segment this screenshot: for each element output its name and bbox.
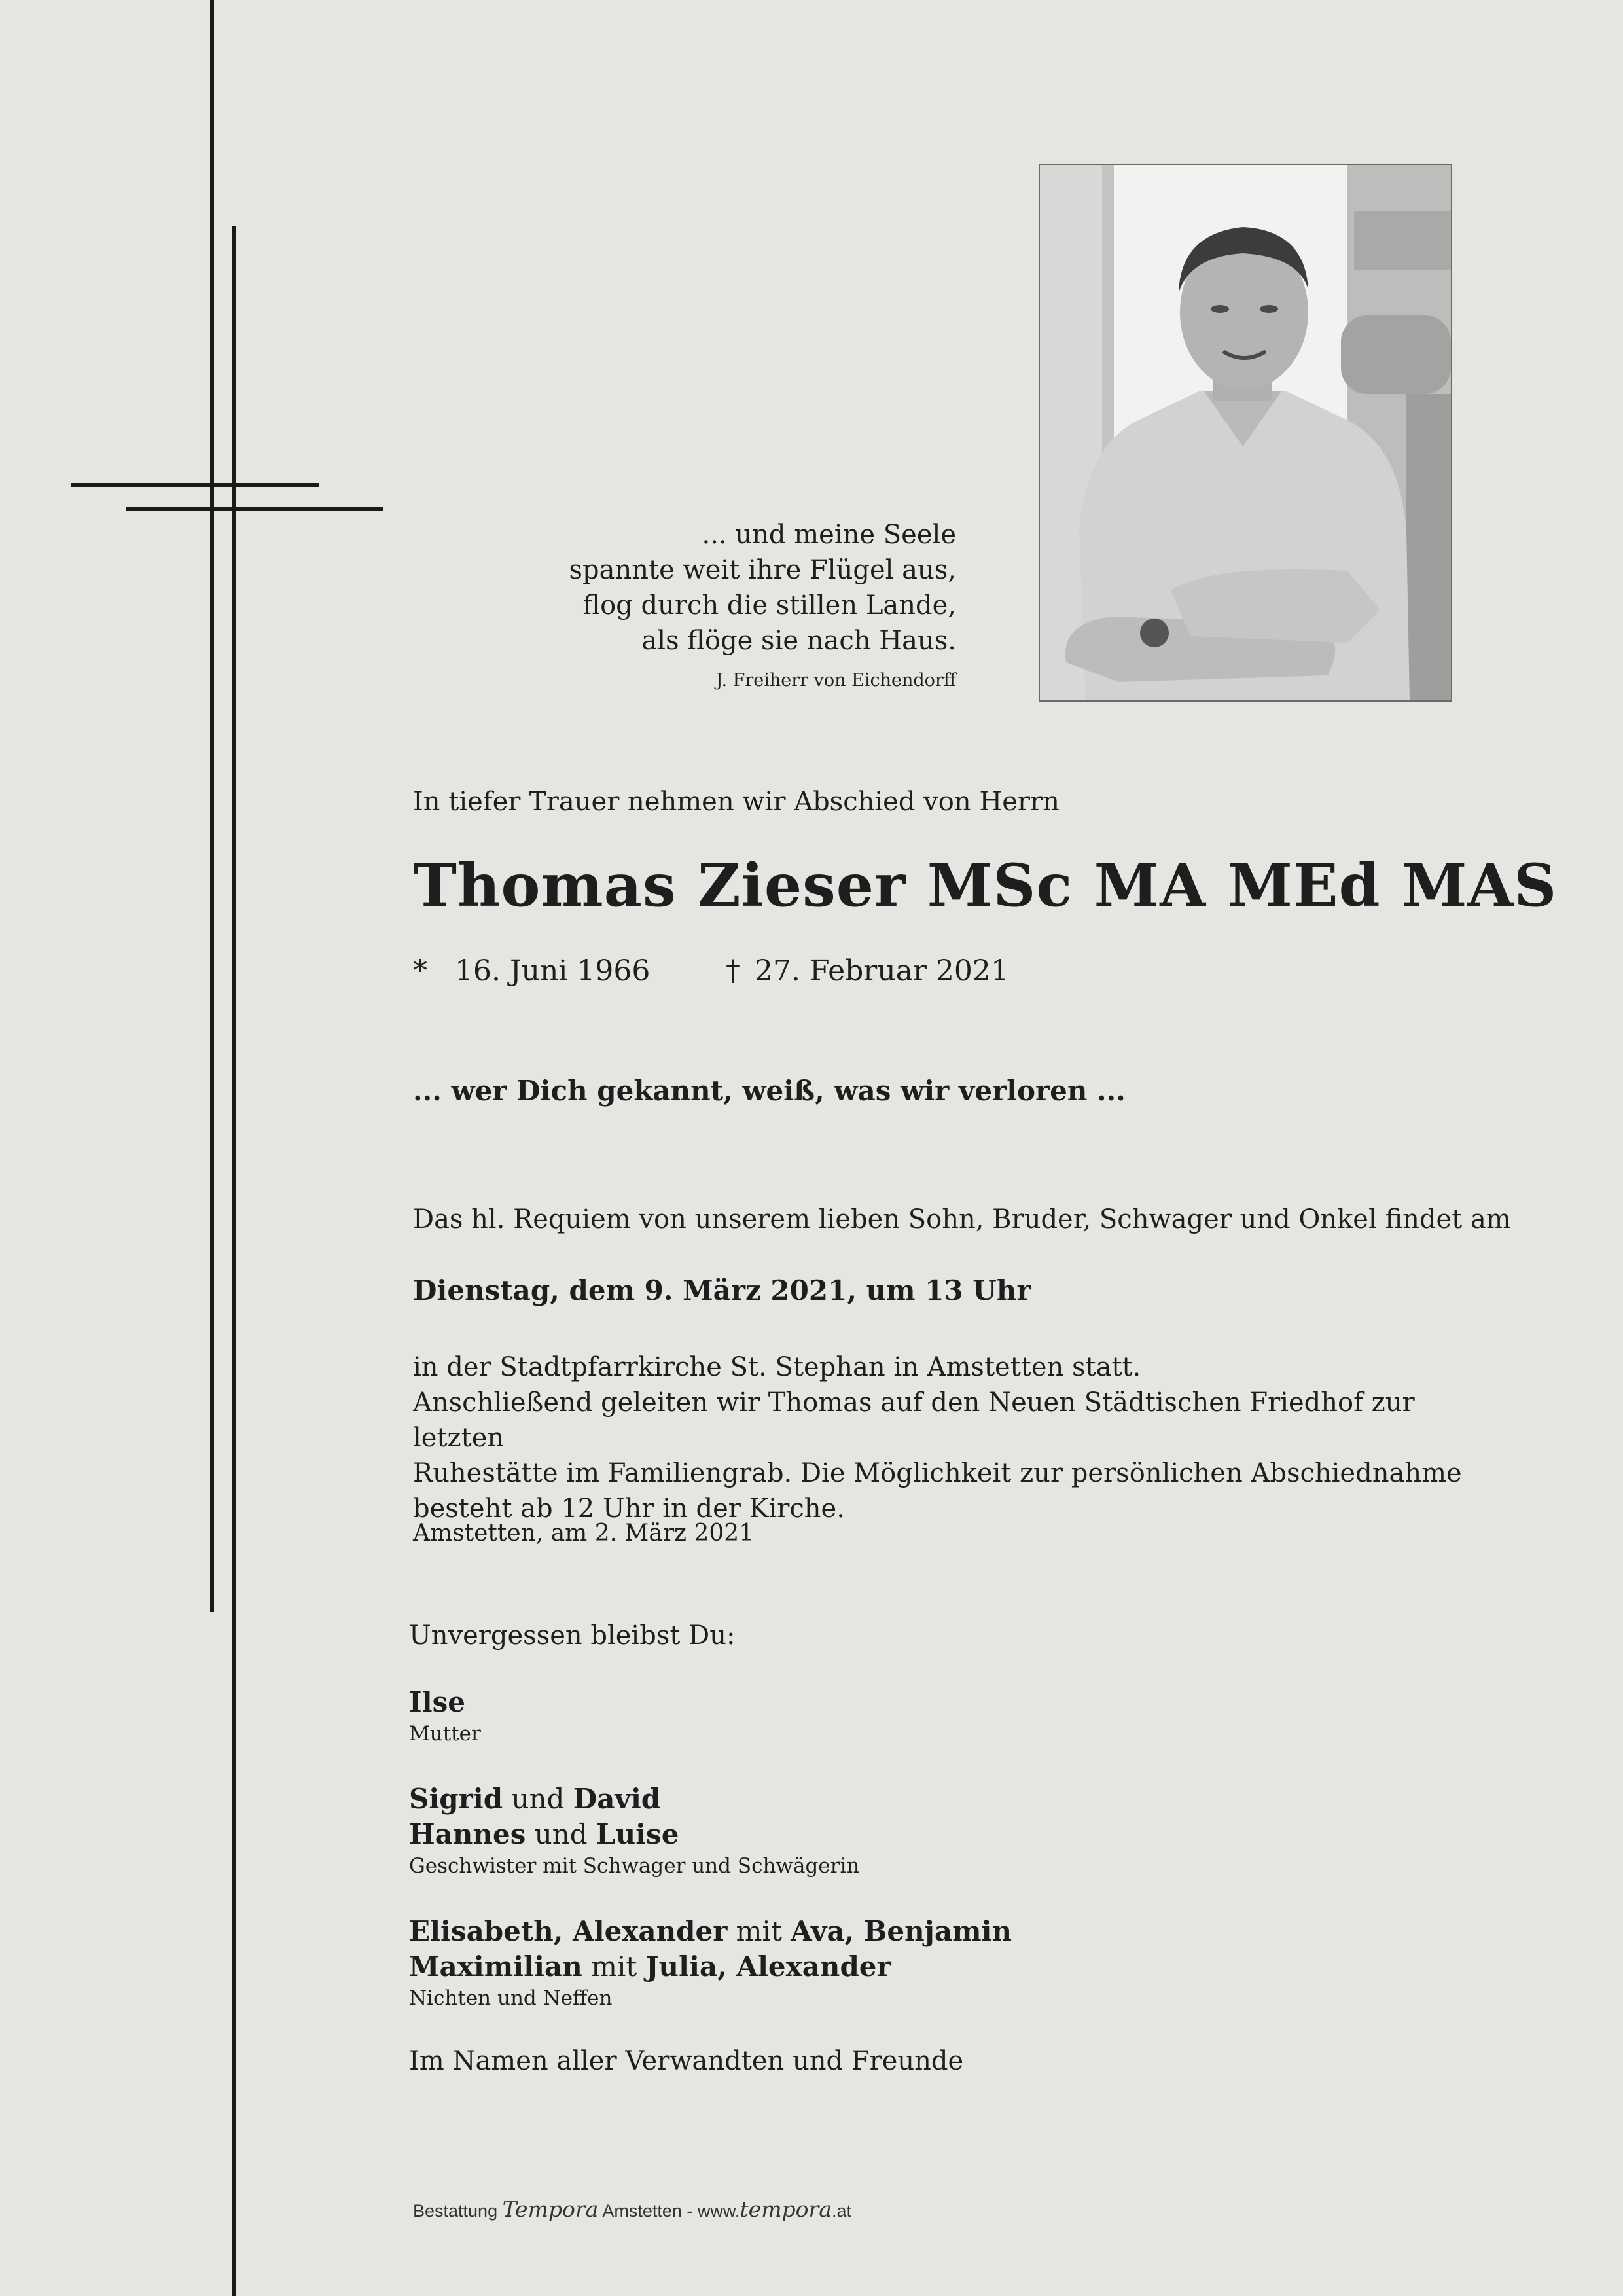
memorial-saying: ... wer Dich gekannt, weiß, was wir verloren ... xyxy=(413,1075,1126,1107)
mourner-name: Sigrid xyxy=(409,1783,503,1815)
mourner-line xyxy=(409,1685,1012,1720)
death-date: 27. Februar 2021 xyxy=(755,954,1009,988)
mourner-relation: Mutter xyxy=(409,1722,481,1746)
quote-line: flog durch die stillen Lande, xyxy=(582,590,956,620)
life-dates xyxy=(413,954,1009,988)
birth-date: 16. Juni 1966 xyxy=(455,954,651,988)
mourner-name: Luise xyxy=(596,1818,679,1850)
footer-suffix: Amstetten - www. xyxy=(602,2201,740,2221)
footer-domain: tempora xyxy=(740,2197,832,2222)
cross-horizontal-bottom xyxy=(126,507,383,511)
detail-line: besteht ab 12 Uhr in der Kirche. xyxy=(413,1494,845,1524)
mourner-name: David xyxy=(573,1783,661,1815)
quote-line: ... und meine Seele xyxy=(702,520,956,550)
mourner-name: Ava, Benjamin xyxy=(791,1915,1012,1947)
place-date: Amstetten, am 2. März 2021 xyxy=(413,1520,755,1547)
cross-symbol: † xyxy=(726,954,740,988)
detail-line: in der Stadtpfarrkirche St. Stephan in Amstetten statt. xyxy=(413,1352,1141,1382)
funeral-details xyxy=(413,1350,1512,1526)
footer-tld: .at xyxy=(831,2201,851,2221)
detail-line: Ruhestätte im Familiengrab. Die Möglichkeit zur persönlichen Abschiednahme xyxy=(413,1458,1462,1488)
mourner-relation: Nichten und Neffen xyxy=(409,1986,613,2010)
connector: mit xyxy=(582,1950,646,1982)
quote-line: als flöge sie nach Haus. xyxy=(641,626,956,656)
mourner-group xyxy=(409,1685,1012,1748)
mourner-line xyxy=(409,1782,1012,1817)
quote-line: spannte weit ihre Flügel aus, xyxy=(569,555,956,585)
cross-vertical-left xyxy=(210,0,214,1612)
mourners-title: Unvergessen bleibst Du: xyxy=(409,1621,736,1651)
intro-text: In tiefer Trauer nehmen wir Abschied von Herrn xyxy=(413,787,1060,817)
undertaker-footer xyxy=(413,2197,851,2222)
closing-line: Im Namen aller Verwandten und Freunde xyxy=(409,2046,964,2076)
mourner-name: Elisabeth, Alexander xyxy=(409,1915,728,1947)
mourners-list xyxy=(409,1621,1012,2076)
connector: und xyxy=(503,1783,573,1815)
mourner-line xyxy=(409,1914,1012,1949)
footer-prefix: Bestattung xyxy=(413,2201,498,2221)
mourner-name: Ilse xyxy=(409,1686,465,1718)
connector: und xyxy=(526,1818,597,1850)
quote-author: J. Freiherr von Eichendorff xyxy=(715,670,956,691)
detail-line: Anschließend geleiten wir Thomas auf den Neuen Städtischen Friedhof zur letzten xyxy=(413,1388,1415,1453)
connector: mit xyxy=(727,1915,791,1947)
cross-vertical-right xyxy=(232,226,236,2296)
funeral-datetime: Dienstag, dem 9. März 2021, um 13 Uhr xyxy=(413,1274,1031,1306)
mourner-group xyxy=(409,1782,1012,1880)
mourner-group xyxy=(409,1914,1012,2012)
portrait-photo xyxy=(1039,164,1452,702)
poem-quote xyxy=(498,517,956,691)
deceased-name: Thomas Zieser MSc MA MEd MAS xyxy=(413,851,1558,920)
birth-symbol: * xyxy=(413,954,427,988)
mourner-name: Maximilian xyxy=(409,1950,582,1982)
mourner-line xyxy=(409,1949,1012,1984)
mourner-name: Hannes xyxy=(409,1818,526,1850)
mourner-name: Julia, Alexander xyxy=(645,1950,891,1982)
mourner-relation: Geschwister mit Schwager und Schwägerin xyxy=(409,1854,860,1878)
cross-horizontal-top xyxy=(71,483,319,487)
requiem-text: Das hl. Requiem von unserem lieben Sohn, Bruder, Schwager und Onkel findet am xyxy=(413,1204,1511,1234)
portrait-illustration xyxy=(1040,165,1451,700)
brand-logo-text: Tempora xyxy=(502,2197,599,2222)
mourner-line xyxy=(409,1817,1012,1852)
